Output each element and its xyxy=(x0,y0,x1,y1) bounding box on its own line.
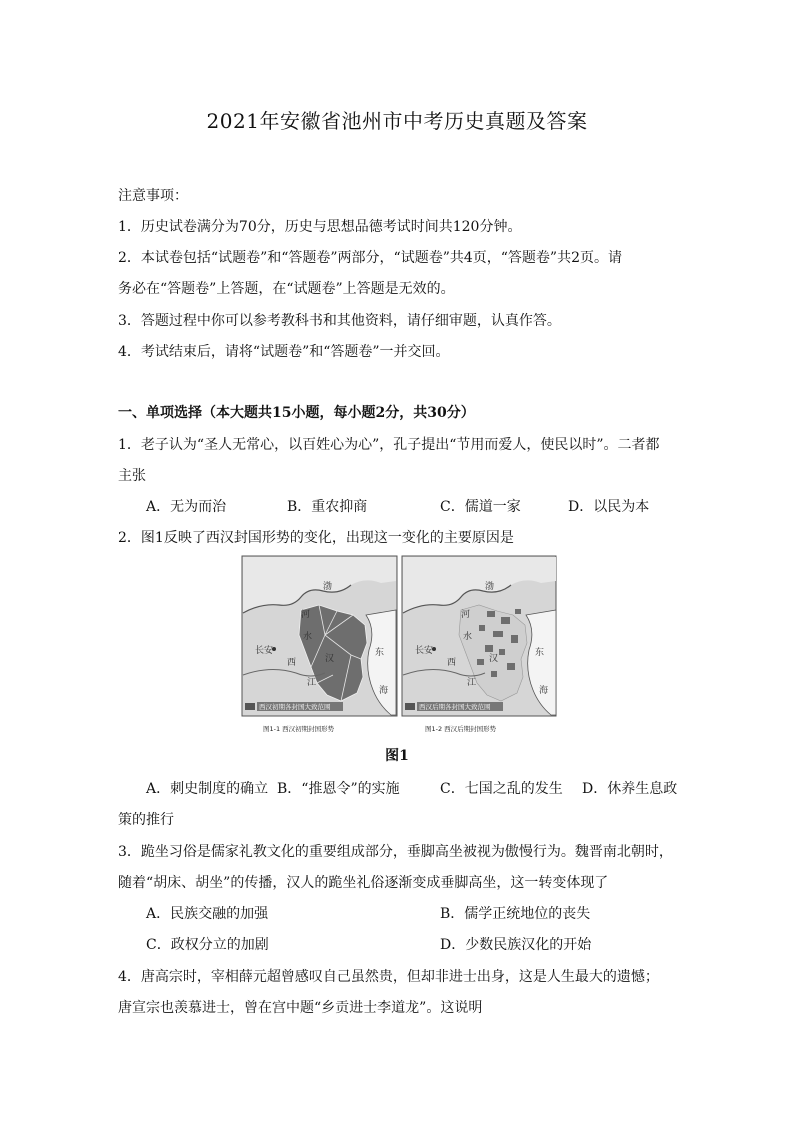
q2-option-d-cont: 策的推行 xyxy=(118,812,174,828)
map-label-dong: 东 xyxy=(535,648,545,658)
figure-caption: 图1 xyxy=(385,748,409,764)
notice-item: 4．考试结束后，请将“试题卷”和“答题卷”一并交回。 xyxy=(118,344,450,360)
map-label-jiang: 江 xyxy=(467,678,477,688)
map-label-hai: 海 xyxy=(379,686,389,696)
q3-option-b: B．儒学正统地位的丧失 xyxy=(440,906,591,922)
section-heading: 一、单项选择（本大题共15小题，每小题2分，共30分） xyxy=(118,405,475,421)
notice-heading: 注意事项： xyxy=(118,188,188,204)
q1-option-c: C．儒道一家 xyxy=(440,499,521,515)
q3-option-d: D．少数民族汉化的开始 xyxy=(440,937,592,953)
map-label-han: 汉 xyxy=(325,654,335,664)
question-1-text-cont: 主张 xyxy=(118,468,146,484)
map-caption-late: 图1-2 西汉后期封国形势 xyxy=(425,725,497,733)
map-label-he: 河 xyxy=(301,610,311,620)
q1-option-d: D．以民为本 xyxy=(568,499,650,515)
map-label-bo: 渤 xyxy=(485,582,495,592)
page-title: 2021年安徽省池州市中考历史真题及答案 xyxy=(206,109,588,133)
map-caption-early: 图1-1 西汉初期封国形势 xyxy=(263,725,335,733)
question-4-text: 4．唐高宗时，宰相薛元超曾感叹自己虽然贵，但却非进士出身，这是人生最大的遗憾； xyxy=(118,969,659,985)
q2-option-b: B．“推恩令”的实施 xyxy=(277,781,400,797)
legend-late: 西汉后期各封国大致范围 xyxy=(419,703,491,711)
question-1-text: 1．老子认为“圣人无常心，以百姓心为心”，孔子提出“节用而爱人，使民以时”。二者都 xyxy=(118,437,660,453)
q3-option-c: C．政权分立的加剧 xyxy=(146,937,269,953)
map-label-shui: 水 xyxy=(463,632,473,642)
question-3-text-cont: 随着“胡床、胡坐”的传播，汉人的跪坐礼俗逐渐变成垂脚高坐，这一转变体现了 xyxy=(118,875,609,891)
map-label-xi: 西 xyxy=(287,658,297,668)
notice-item: 3．答题过程中你可以参考教科书和其他资料，请仔细审题，认真作答。 xyxy=(118,313,561,329)
map-label-shui: 水 xyxy=(303,632,313,642)
notice-item: 2．本试卷包括“试题卷”和“答题卷”两部分，“试题卷”共4页，“答题卷”共2页。请 xyxy=(118,250,622,266)
map-label-changan: 长安 xyxy=(255,646,274,656)
q3-option-a: A．民族交融的加强 xyxy=(146,906,269,922)
q2-option-c: C．七国之乱的发生 xyxy=(440,781,563,797)
map-late-han xyxy=(402,556,556,733)
map-label-dong: 东 xyxy=(375,648,385,658)
q1-option-a: A．无为而治 xyxy=(146,499,227,515)
map-label-xi: 西 xyxy=(447,658,457,668)
q1-option-b: B．重农抑商 xyxy=(287,499,368,515)
legend-early: 西汉初期各封国大致范围 xyxy=(259,703,331,711)
notice-item: 1．历史试卷满分为70分，历史与思想品德考试时间共120分钟。 xyxy=(118,219,522,235)
map-label-bo: 渤 xyxy=(323,582,333,592)
notice-item: 务必在“答题卷”上答题，在“试题卷”上答题是无效的。 xyxy=(118,281,455,297)
map-early-han xyxy=(242,556,397,733)
map-label-he: 河 xyxy=(461,610,471,620)
map-label-changan: 长安 xyxy=(415,646,434,656)
q2-option-d: D．休养生息政 xyxy=(582,781,678,797)
q2-option-a: A．刺史制度的确立 xyxy=(146,781,269,797)
question-2-text: 2．图1反映了西汉封国形势的变化，出现这一变化的主要原因是 xyxy=(118,530,514,546)
question-4-text-cont: 唐宣宗也羡慕进士，曾在宫中题“乡贡进士李道龙”。这说明 xyxy=(118,1000,483,1016)
map-label-hai: 海 xyxy=(539,686,549,696)
han-fiefdom-maps xyxy=(241,555,557,737)
map-label-jiang: 江 xyxy=(307,678,317,688)
map-label-han: 汉 xyxy=(489,654,499,664)
question-3-text: 3．跪坐习俗是儒家礼教文化的重要组成部分，垂脚高坐被视为傲慢行为。魏晋南北朝时， xyxy=(118,844,673,860)
